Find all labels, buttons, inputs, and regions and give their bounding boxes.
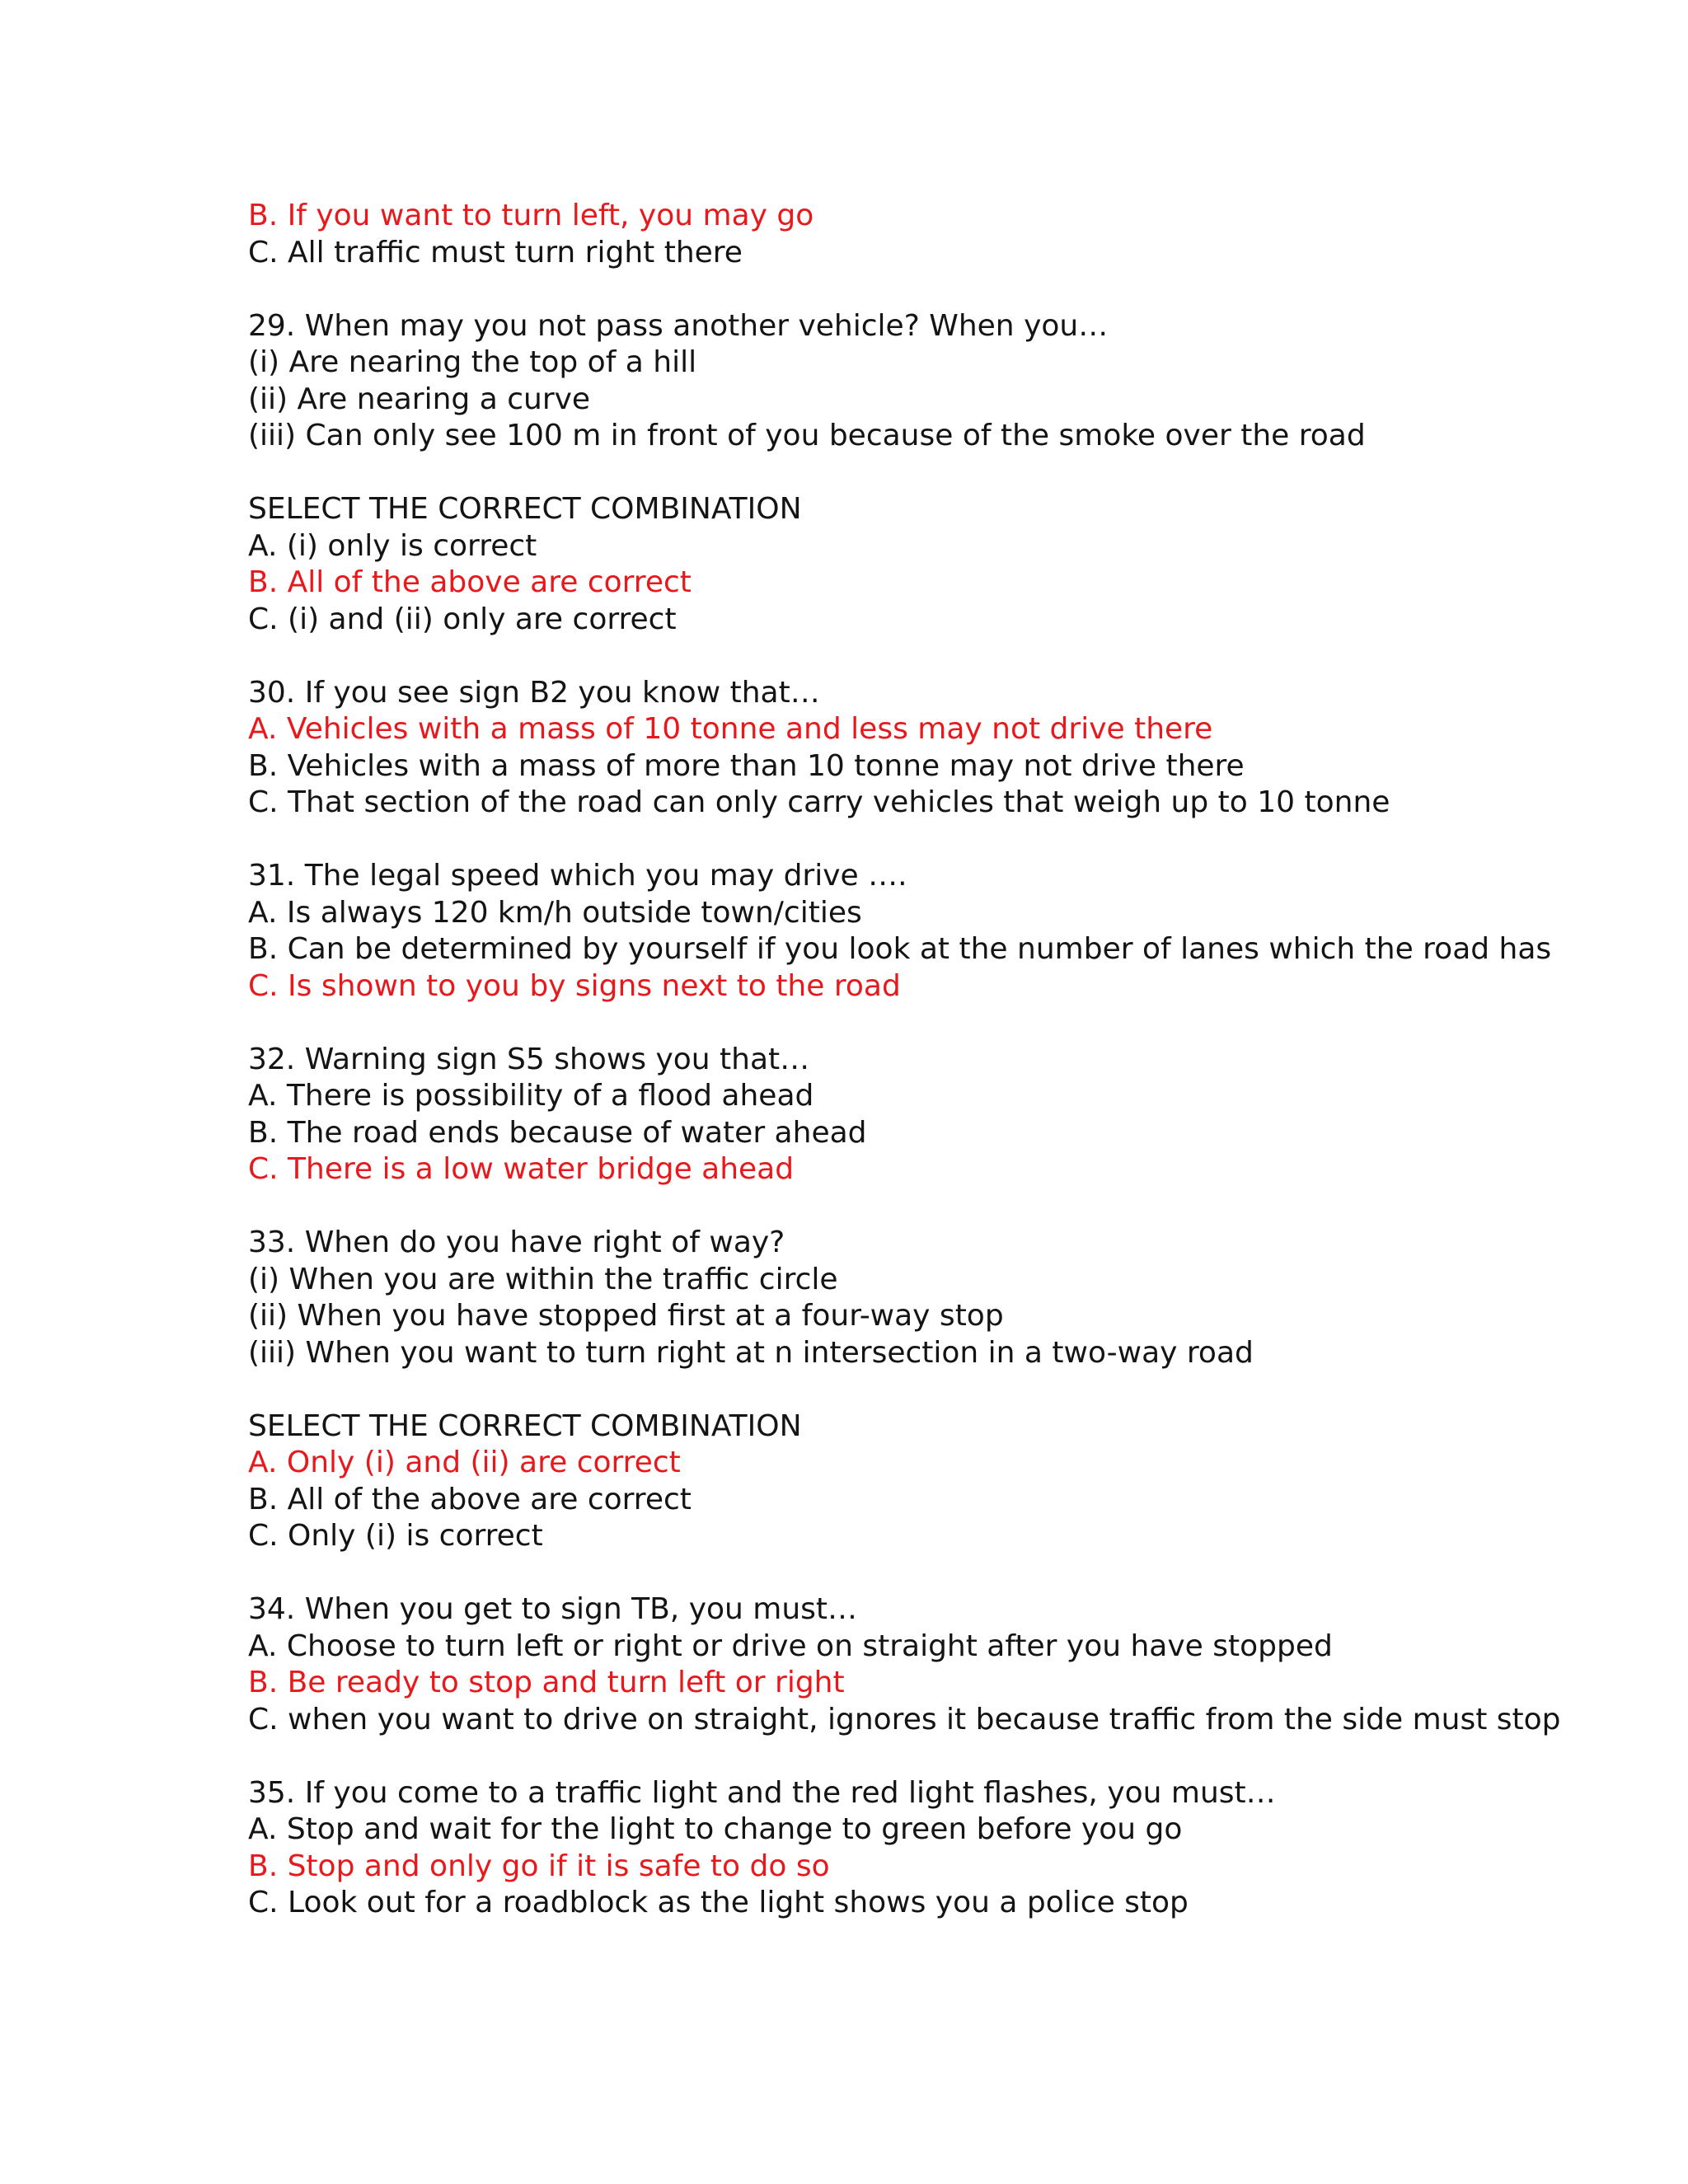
paragraph-spacer	[248, 1005, 1649, 1042]
text-line: 33. When do you have right of way?	[248, 1226, 785, 1259]
question-block	[248, 1225, 1649, 1371]
correct-answer-line: C. There is a low water bridge ahead	[248, 1152, 795, 1186]
text-line: A. (i) only is correct	[248, 528, 537, 563]
text-line: A. Is always 120 km/h outside town/cities	[248, 895, 862, 930]
paragraph-spacer	[248, 1188, 1649, 1226]
correct-answer-line: C. Is shown to you by signs next to the road	[248, 968, 901, 1003]
text-line: B. Can be determined by yourself if you look at the number of lanes which the road has	[248, 932, 1552, 966]
text-line: B. All of the above are correct	[248, 1482, 692, 1516]
question-block	[248, 858, 1649, 1005]
question-block	[248, 1591, 1649, 1738]
text-line: (ii) Are nearing a curve	[248, 382, 591, 416]
text-line: (ii) When you have stopped first at a four-way stop	[248, 1299, 1004, 1333]
text-line: B. Vehicles with a mass of more than 10 tonne may not drive there	[248, 748, 1245, 783]
question-block	[248, 1775, 1649, 1922]
text-line: 31. The legal speed which you may drive ….	[248, 859, 907, 893]
paragraph-spacer	[248, 1738, 1649, 1775]
correct-answer-line: B. Be ready to stop and turn left or right	[248, 1666, 845, 1699]
question-block	[248, 308, 1649, 455]
text-line: (i) Are nearing the top of a hill	[248, 345, 697, 379]
text-line: C. Only (i) is correct	[248, 1519, 543, 1553]
question-block	[248, 1408, 1649, 1555]
correct-answer-line: B. Stop and only go if it is safe to do so	[248, 1849, 830, 1883]
text-line: C. when you want to drive on straight, ignores it because traffic from the side must stop	[248, 1702, 1561, 1736]
paragraph-spacer	[248, 638, 1649, 675]
text-line: B. The road ends because of water ahead	[248, 1115, 867, 1150]
text-line: (iii) Can only see 100 m in front of you because of the smoke over the road	[248, 419, 1366, 452]
paragraph-spacer	[248, 1555, 1649, 1592]
text-line: (iii) When you want to turn right at n intersection in a two-way road	[248, 1335, 1254, 1370]
text-line: 34. When you get to sign TB, you must…	[248, 1592, 858, 1626]
text-line: A. There is possibility of a flood ahead	[248, 1079, 814, 1113]
correct-answer-line: B. All of the above are correct	[248, 565, 692, 599]
text-line: 30. If you see sign B2 you know that…	[248, 675, 820, 710]
document-page	[248, 198, 1649, 1922]
paragraph-spacer	[248, 455, 1649, 492]
question-block	[248, 675, 1649, 822]
paragraph-spacer	[248, 271, 1649, 308]
paragraph-spacer	[248, 1371, 1649, 1408]
question-block	[248, 198, 1649, 271]
question-block	[248, 491, 1649, 638]
text-line: A. Choose to turn left or right or drive on straight after you have stopped	[248, 1629, 1333, 1663]
correct-answer-line: A. Vehicles with a mass of 10 tonne and less may not drive there	[248, 712, 1213, 746]
text-line: 35. If you come to a traffic light and the red light flashes, you must…	[248, 1775, 1276, 1810]
correct-answer-line: B. If you want to turn left, you may go	[248, 199, 814, 232]
text-line: SELECT THE CORRECT COMBINATION	[248, 1408, 802, 1443]
text-line: C. (i) and (ii) only are correct	[248, 602, 677, 636]
text-line: SELECT THE CORRECT COMBINATION	[248, 492, 802, 526]
paragraph-spacer	[248, 822, 1649, 859]
text-line: C. Look out for a roadblock as the light shows you a police stop	[248, 1886, 1189, 1919]
text-line: 32. Warning sign S5 shows you that…	[248, 1042, 810, 1076]
text-line: C. That section of the road can only carry vehicles that weigh up to 10 tonne	[248, 785, 1390, 819]
question-block	[248, 1042, 1649, 1188]
text-line: A. Stop and wait for the light to change to green before you go	[248, 1812, 1183, 1846]
text-line: 29. When may you not pass another vehicle? When you…	[248, 308, 1109, 343]
correct-answer-line: A. Only (i) and (ii) are correct	[248, 1446, 681, 1479]
text-line: (i) When you are within the traffic circle	[248, 1262, 838, 1296]
text-line: C. All traffic must turn right there	[248, 235, 743, 269]
